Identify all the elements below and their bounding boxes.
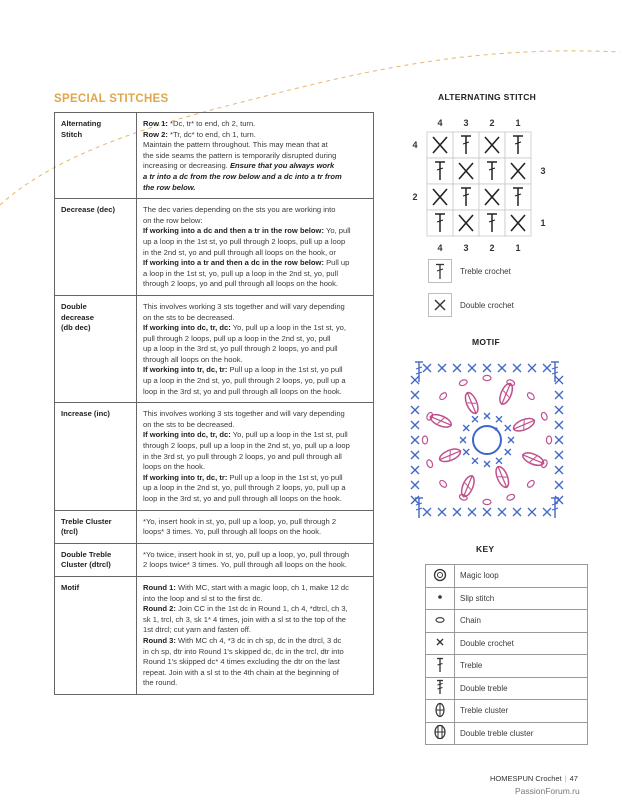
description-line	[143, 657, 368, 668]
text-run: Round 3:	[143, 635, 176, 645]
stitch-description	[137, 113, 374, 199]
text-run: If working into tr, dc, tr:	[143, 365, 228, 375]
treble-cluster-symbol	[493, 464, 511, 490]
text-run: loops on the hook.	[143, 462, 206, 472]
text-run: Round 1's skipped dc* 4 times excluding the dtr on the last	[143, 657, 340, 667]
stitch-row	[55, 295, 374, 402]
text-run: loop in the 3rd st, yo and pull through all loops on the hook.	[143, 386, 342, 396]
stitch-row	[55, 113, 374, 199]
double-crochet-symbol	[453, 158, 479, 184]
stitch-name	[55, 295, 137, 402]
description-line	[143, 452, 368, 463]
column-number-bottom: 1	[515, 243, 521, 253]
stitch-name-line: Motif	[61, 582, 80, 592]
text-run: through 2 loops, yo and pull through all loops on the hook.	[143, 279, 339, 289]
text-run: loops* 3 times. Yo, pull through all loops on the hook.	[143, 527, 322, 537]
description-line	[143, 560, 368, 571]
double-crochet-symbol	[427, 184, 453, 210]
stitch-row	[55, 576, 374, 694]
double-crochet-symbol	[453, 210, 479, 236]
stitch-description	[137, 576, 374, 694]
treble-symbol	[453, 184, 479, 210]
treble-symbol	[479, 158, 505, 184]
double-crochet-symbol	[508, 437, 514, 443]
text-run: If working into a tr and then a dc in the row below:	[143, 258, 324, 268]
slip-stitch-symbol	[494, 427, 497, 430]
description-line	[143, 269, 368, 280]
text-run: up a loop in the 2nd st, yo, pull through 2 loops, yo, pull up a	[143, 483, 346, 493]
description-line	[143, 334, 368, 345]
double-crochet-symbol	[555, 481, 563, 489]
key-row	[426, 655, 588, 678]
treble-symbol	[453, 132, 479, 158]
text-run: on the sts to be decreased.	[143, 419, 235, 429]
stitch-name	[55, 543, 137, 576]
chain-symbol	[422, 436, 427, 444]
double-crochet-symbol	[483, 364, 491, 372]
double-crochet-symbol	[411, 376, 419, 384]
stitch-row	[55, 199, 374, 296]
double-crochet-symbol	[411, 421, 419, 429]
key-label: Treble	[455, 655, 588, 678]
double-treble-cluster-symbol	[497, 381, 515, 407]
double-crochet-symbol	[505, 425, 511, 431]
text-run: If working into dc, tr, dc:	[143, 323, 231, 333]
double-crochet-symbol	[498, 364, 506, 372]
description-line	[143, 205, 368, 216]
stitch-name-line: Stitch	[61, 129, 83, 139]
double-crochet-symbol	[411, 451, 419, 459]
text-run: Ensure that you always work	[229, 161, 335, 171]
double-treble-icon	[426, 677, 455, 700]
text-run: Yo, pull	[324, 226, 351, 236]
text-run: *Tr, dc* to end, ch 1, turn.	[167, 129, 256, 139]
description-line	[143, 161, 368, 172]
double-crochet-symbol	[555, 496, 563, 504]
text-run: *Yo, insert hook in st, yo, pull up a loop, yo, pull through 2	[143, 516, 337, 526]
stitch-description	[137, 543, 374, 576]
row-number-right: 1	[540, 218, 546, 228]
double-crochet-symbol	[496, 416, 502, 422]
row-number-right: 3	[540, 166, 546, 176]
text-run: Yo, pull up a loop in the 1st st, pull	[230, 430, 348, 440]
description-line	[143, 494, 368, 505]
text-run: Pull up a loop in the 1st st, yo pull	[227, 472, 343, 482]
double-crochet-symbol	[479, 184, 505, 210]
watermark: PassionForum.ru	[515, 786, 580, 796]
column-number-top: 3	[463, 118, 469, 128]
text-run: into the loop and sl st to the first dc.	[143, 593, 263, 603]
text-run: If working into tr, dc, tr:	[143, 472, 228, 482]
treble-icon	[426, 655, 455, 678]
key-label: Magic loop	[455, 565, 588, 588]
double-crochet-symbol	[555, 406, 563, 414]
text-run: the side seams the pattern is temporarily disrupted during	[143, 150, 337, 160]
key-table	[425, 564, 588, 745]
text-run: pull through 2 loops, pull up a loop in the 2nd st, yo, pull	[143, 333, 331, 343]
double-crochet-symbol	[484, 461, 490, 467]
text-run: This involves working 3 sts together and will vary depending	[143, 301, 345, 311]
text-run: in the 2nd st, yo and pull through all loops on the hook, or	[143, 247, 336, 257]
key-row	[426, 677, 588, 700]
treble-symbol	[427, 210, 453, 236]
double-crochet-symbol	[411, 481, 419, 489]
text-run: on the sts to be decreased.	[143, 312, 235, 322]
chain-symbol	[526, 479, 535, 488]
text-run: *Yo twice, insert hook in st, yo, pull up a loop, yo, pull through	[143, 549, 350, 559]
text-run: Pull up	[324, 258, 350, 268]
text-run: Yo, pull up a loop in the 1st st, yo,	[230, 323, 347, 333]
double-crochet-symbol	[472, 416, 478, 422]
double-crochet-symbol	[528, 364, 536, 372]
key-row	[426, 700, 588, 723]
key-row	[426, 722, 588, 745]
chain-symbol	[506, 493, 515, 501]
double-crochet-symbol	[463, 425, 469, 431]
motif-title: MOTIF	[472, 337, 500, 347]
description-line	[143, 462, 368, 473]
double-crochet-symbol	[498, 508, 506, 516]
description-line	[143, 226, 368, 237]
chain-icon	[426, 610, 455, 633]
text-run: With MC, start with a magic loop, ch 1, make 12 dc	[175, 582, 349, 592]
double-crochet-symbol	[483, 508, 491, 516]
description-line	[143, 636, 368, 647]
chain-symbol	[438, 391, 447, 400]
stitch-row	[55, 543, 374, 576]
description-line	[143, 483, 368, 494]
stitch-name-line: Increase (inc)	[61, 409, 110, 419]
text-run: a tr into a dc from the row below and a dc into a tr from	[143, 171, 342, 181]
key-label: Chain	[455, 610, 588, 633]
text-run: a loop in the 1st st, yo, pull up a loop in the 2nd st, yo, pull	[143, 268, 339, 278]
legend-treble-label: Treble crochet	[460, 266, 511, 276]
stitch-name-line: Alternating	[61, 119, 102, 128]
double-crochet-symbol	[453, 508, 461, 516]
text-run: This involves working 3 sts together and will vary depending	[143, 409, 345, 419]
double-crochet-symbol	[505, 158, 531, 184]
double-crochet-symbol	[496, 458, 502, 464]
key-label: Double treble cluster	[455, 722, 588, 745]
stitch-description	[137, 295, 374, 402]
alternating-stitch-title: ALTERNATING STITCH	[438, 92, 537, 102]
key-row	[426, 632, 588, 655]
key-row	[426, 610, 588, 633]
text-run: in the 3rd st, yo pull through 2 loops, yo and pull through all	[143, 451, 342, 461]
stitch-name	[55, 510, 137, 543]
treble-cluster-symbol	[437, 446, 463, 464]
row-number-left: 4	[412, 140, 418, 150]
stitch-name-line: decrease	[61, 312, 94, 322]
text-run: the round.	[143, 678, 178, 688]
chain-symbol	[426, 459, 434, 468]
stitch-name-line: Double	[61, 301, 87, 311]
double-treble-cluster-symbol	[459, 473, 477, 499]
stitch-row	[55, 403, 374, 510]
key-label: Treble cluster	[455, 700, 588, 723]
description-line	[143, 237, 368, 248]
description-line	[143, 248, 368, 259]
stitch-name-line: Decrease (dec)	[61, 205, 116, 215]
text-run: If working into a dc and then a tr in the row below:	[143, 226, 324, 236]
stitch-name	[55, 576, 137, 694]
description-line	[143, 365, 368, 376]
description-line	[143, 258, 368, 269]
stitch-name-line: Treble Cluster	[61, 516, 112, 526]
double-crochet-symbol	[543, 508, 551, 516]
text-run: the row below.	[143, 182, 196, 192]
double-crochet-symbol	[411, 406, 419, 414]
double-crochet-symbol	[438, 508, 446, 516]
description-line	[143, 313, 368, 324]
double-treble-cluster-symbol	[428, 412, 454, 430]
page-number: 47	[569, 774, 578, 783]
stitch-description	[137, 403, 374, 510]
description-line	[143, 376, 368, 387]
stitch-name-line: Double Treble	[61, 549, 112, 559]
stitch-description	[137, 510, 374, 543]
treble-symbol	[479, 210, 505, 236]
double-crochet-symbol	[411, 496, 419, 504]
double-crochet-icon	[428, 293, 452, 317]
description-line	[143, 583, 368, 594]
double-crochet-symbol	[543, 364, 551, 372]
double-crochet-symbol	[479, 132, 505, 158]
double-crochet-symbol	[411, 436, 419, 444]
text-run: 1st dtrcl; cut yarn and fasten off.	[143, 625, 251, 635]
treble-icon	[428, 259, 452, 283]
motif-chart	[397, 350, 577, 530]
column-number-bottom: 4	[437, 243, 443, 253]
page-footer	[490, 774, 578, 783]
legend-double-label: Double crochet	[460, 300, 514, 310]
description-line	[143, 441, 368, 452]
text-run: Pull up a loop in the 1st st, yo pull	[227, 365, 343, 375]
key-row	[426, 565, 588, 588]
description-line	[143, 594, 368, 605]
alternating-stitch-chart	[395, 112, 565, 257]
double-crochet-symbol	[468, 364, 476, 372]
description-line	[143, 517, 368, 528]
description-line	[143, 550, 368, 561]
description-line	[143, 172, 368, 183]
text-run: Join CC in the 1st dc in Round 1, ch 4, *dtrcl, ch 3,	[175, 604, 348, 614]
key-row	[426, 587, 588, 610]
description-line	[143, 151, 368, 162]
double-crochet-symbol	[411, 391, 419, 399]
stitch-description	[137, 199, 374, 296]
treble-symbol	[505, 184, 531, 210]
double-treble-cluster-symbol	[520, 450, 546, 468]
text-run: 2 loops twice* 3 times. Yo, pull through all loops on the hook.	[143, 560, 347, 570]
description-line	[143, 430, 368, 441]
text-run: loop in the 3rd st, yo and pull through all loops on the hook.	[143, 494, 342, 503]
description-line	[143, 216, 368, 227]
slip-stitch-icon	[426, 587, 455, 610]
chain-symbol	[540, 412, 548, 421]
description-line	[143, 678, 368, 689]
stitch-name-line: (trcl)	[61, 527, 78, 537]
double-crochet-symbol	[555, 391, 563, 399]
description-line	[143, 387, 368, 398]
chain-symbol	[459, 379, 468, 387]
column-number-top: 2	[489, 118, 495, 128]
double-crochet-symbol	[423, 508, 431, 516]
column-number-top: 4	[437, 118, 443, 128]
chain-symbol	[546, 436, 551, 444]
description-line	[143, 615, 368, 626]
description-line	[143, 668, 368, 679]
double-crochet-symbol	[453, 364, 461, 372]
description-line	[143, 119, 368, 130]
legend-treble	[428, 259, 511, 283]
double-crochet-symbol	[555, 376, 563, 384]
stitch-name	[55, 403, 137, 510]
double-crochet-symbol	[555, 436, 563, 444]
treble-cluster-symbol	[511, 415, 537, 433]
double-crochet-symbol	[555, 421, 563, 429]
text-run: sk 1, trcl, ch 3, sk 1* 4 times, join with a sl st to the top of the	[143, 614, 347, 624]
text-run: If working into dc, tr, dc:	[143, 430, 231, 440]
double-crochet-symbol	[505, 210, 531, 236]
stitch-name-line: (db dec)	[61, 323, 91, 333]
treble-cluster-icon	[426, 700, 455, 723]
footer-brand: HOMESPUN Crochet	[490, 774, 562, 783]
description-line	[143, 279, 368, 290]
chain-symbol	[483, 499, 491, 504]
double-crochet-symbol	[460, 437, 466, 443]
description-line	[143, 302, 368, 313]
key-title: KEY	[476, 544, 495, 554]
text-run: up a loop in the 1st st, yo pull through 2 loops, pull up a loop	[143, 236, 346, 246]
description-line	[143, 473, 368, 484]
double-crochet-symbol	[513, 364, 521, 372]
text-run: on the row below:	[143, 215, 203, 225]
treble-symbol	[427, 158, 453, 184]
column-number-bottom: 2	[489, 243, 495, 253]
double-crochet-symbol	[555, 451, 563, 459]
double-crochet-symbol	[484, 413, 490, 419]
row-number-left: 2	[412, 192, 418, 202]
double-crochet-symbol	[423, 364, 431, 372]
treble-cluster-symbol	[462, 390, 480, 416]
text-run: The dec varies depending on the sts you are working into	[143, 205, 336, 215]
chain-symbol	[483, 375, 491, 380]
description-line	[143, 647, 368, 658]
text-run: up a loop in the 2nd st, yo, pull through 2 loops, yo, pull up a	[143, 376, 346, 386]
double-crochet-symbol	[472, 458, 478, 464]
description-line	[143, 604, 368, 615]
double-crochet-symbol	[468, 508, 476, 516]
description-line	[143, 409, 368, 420]
description-line	[143, 625, 368, 636]
double-crochet-symbol	[555, 466, 563, 474]
column-number-bottom: 3	[463, 243, 469, 253]
special-stitches-table	[54, 112, 374, 695]
stitch-row	[55, 510, 374, 543]
footer-separator: |	[564, 774, 567, 783]
treble-symbol	[505, 132, 531, 158]
description-line	[143, 355, 368, 366]
double-crochet-symbol	[438, 364, 446, 372]
double-crochet-symbol	[411, 466, 419, 474]
description-line	[143, 344, 368, 355]
double-crochet-symbol	[427, 132, 453, 158]
description-line	[143, 527, 368, 538]
description-line	[143, 183, 368, 194]
text-run: Round 2:	[143, 604, 176, 614]
text-run: repeat. Join with a sl st to the 4th chain at the beginning of	[143, 667, 339, 677]
text-run: With MC ch 4, *3 dc in ch sp, dc in the dtrcl, 3 dc	[175, 635, 342, 645]
magic-loop-icon	[426, 565, 455, 588]
text-run: Row 2:	[143, 129, 168, 139]
description-line	[143, 323, 368, 334]
description-line	[143, 420, 368, 431]
text-run: *Dc, tr* to end, ch 2, turn.	[167, 119, 256, 128]
key-label: Double treble	[455, 677, 588, 700]
chain-symbol	[438, 479, 447, 488]
text-run: Maintain the pattern throughout. This may mean that at	[143, 140, 328, 150]
stitch-name	[55, 113, 137, 199]
text-run: increasing or decreasing.	[143, 161, 230, 171]
key-label: Slip stitch	[455, 587, 588, 610]
legend-double	[428, 293, 514, 317]
double-crochet-symbol	[505, 449, 511, 455]
section-title: SPECIAL STITCHES	[54, 93, 169, 105]
text-run: Row 1:	[143, 119, 168, 128]
stitch-name	[55, 199, 137, 296]
text-run: through 2 loops, pull up a loop in the 2nd st, yo, pull up a loop	[143, 441, 350, 451]
text-run: Round 1:	[143, 582, 176, 592]
double-crochet-symbol	[513, 508, 521, 516]
key-label: Double crochet	[455, 632, 588, 655]
double-treble-cluster-icon	[426, 722, 455, 745]
description-line	[143, 140, 368, 151]
text-run: through all loops on the hook.	[143, 354, 243, 364]
double-crochet-symbol	[528, 508, 536, 516]
chain-symbol	[526, 391, 535, 400]
description-line	[143, 130, 368, 141]
column-number-top: 1	[515, 118, 521, 128]
double-crochet-icon	[426, 632, 455, 655]
text-run: in ch sp, dtr into Round 1's skipped dc, dc in the trcl, dtr into	[143, 646, 344, 656]
double-crochet-symbol	[463, 449, 469, 455]
stitch-name-line: Cluster (dtrcl)	[61, 560, 111, 570]
text-run: up a loop in the 3rd st, yo pull through 2 loops, yo and pull	[143, 344, 338, 354]
